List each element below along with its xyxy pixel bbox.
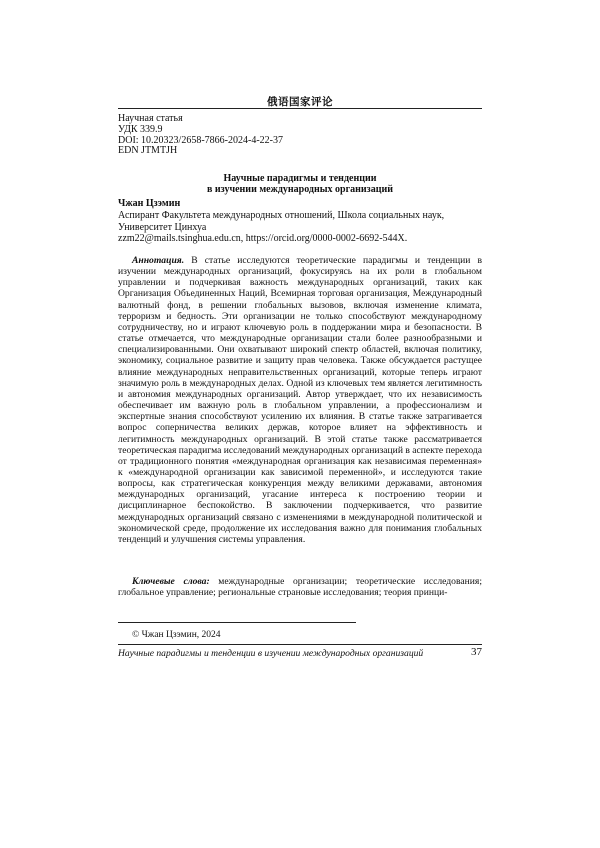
title-line-2: в изучении международных организаций [207, 184, 393, 195]
running-title: Научные парадигмы и тенденции в изучении международных организаций [118, 648, 424, 659]
keywords-text: международные организации; теоретические исследования; глобальное управление; региональные страновые исследования; теория принци- [118, 576, 482, 599]
copyright-footnote: © Чжан Цзэмин, 2024 [132, 630, 221, 640]
title-line-1: Научные парадигмы и тенденции [223, 173, 377, 184]
journal-header: 俄语国家评论 [267, 96, 333, 108]
article-meta [118, 114, 283, 157]
author-affiliation-line-1: Аспирант Факультета международных отношений, Школа социальных наук, [118, 209, 445, 221]
article-type: Научная статья [118, 113, 183, 124]
udk: УДК 339.9 [118, 123, 163, 135]
abstract [118, 255, 482, 545]
author-block [118, 198, 482, 245]
abstract-text: В статье исследуются теоретические парадигмы и тенденции в изучении международных организаций, фокусируясь на их роли в глобальном управлении и подчеркивая важность международных организаций, таких как Организация Объединенных Наций, Всемирная торговая организация, Международный валютный фонд, в решении глобальных вызовов, включая изменение климата, терроризм и бедность. Эти организации не только способствуют международному сотрудничеству, но и играют ключевую роль в поддержании мира и безопасности. В статье отмечается, что международные организации стали более разнообразными и специализированными. Они охватывают широкий спектр областей, включая политику, экономику, социальное развитие и защиту прав человека. Также обсуждается растущее влияние международных неправительственных организаций, которые теперь играют значимую роль в международных делах. Одной из ключевых тем является легитимность и автономия международных организаций. Автор утверждает, что их независимость обеспечивает им важную роль в глобальном управлении, а профессионализм и экспертные знания способствуют усилению их влияния. В статье также затрагивается вопрос соперничества великих держав, которое влияет на эффективность и легитимность международных организаций. В этой статье также рассматривается теоретическая парадигма исследований международных организаций в аспекте перехода от традиционного понятия «международная организация как независимая переменная» к «международной организации как зависимой переменной», и исследуются такие вопросы, как стратегическая конкуренция между великими державами, автономия международных организаций, угасание интереса к построению теории и дисциплинарное беспокойство. В заключении подчеркивается, что развитие международных организаций связано с изменениями в международной политической и экономической среде, продолжение их исследования важно для понимания глобальных тенденций и улучшения системы управления. [118, 255, 482, 545]
author-name: Чжан Цзэмин [118, 198, 181, 209]
doi: DOI: 10.20323/2658-7866-2024-4-22-37 [118, 134, 283, 146]
edn: EDN JTMTJH [118, 145, 178, 157]
footer-rule [118, 644, 482, 645]
header-rule [118, 108, 482, 109]
article-title [118, 173, 482, 195]
author-affiliation-line-2: Университет Цинхуа [118, 221, 207, 233]
abstract-label: Аннотация. [132, 255, 185, 266]
footnote-rule [118, 622, 356, 623]
keywords [118, 576, 482, 599]
page-number: 37 [471, 646, 482, 658]
author-contacts: zzm22@mails.tsinghua.edu.cn, https://orcid.org/0000-0002-6692-544X. [118, 233, 408, 245]
keywords-label: Ключевые слова: [132, 576, 210, 587]
